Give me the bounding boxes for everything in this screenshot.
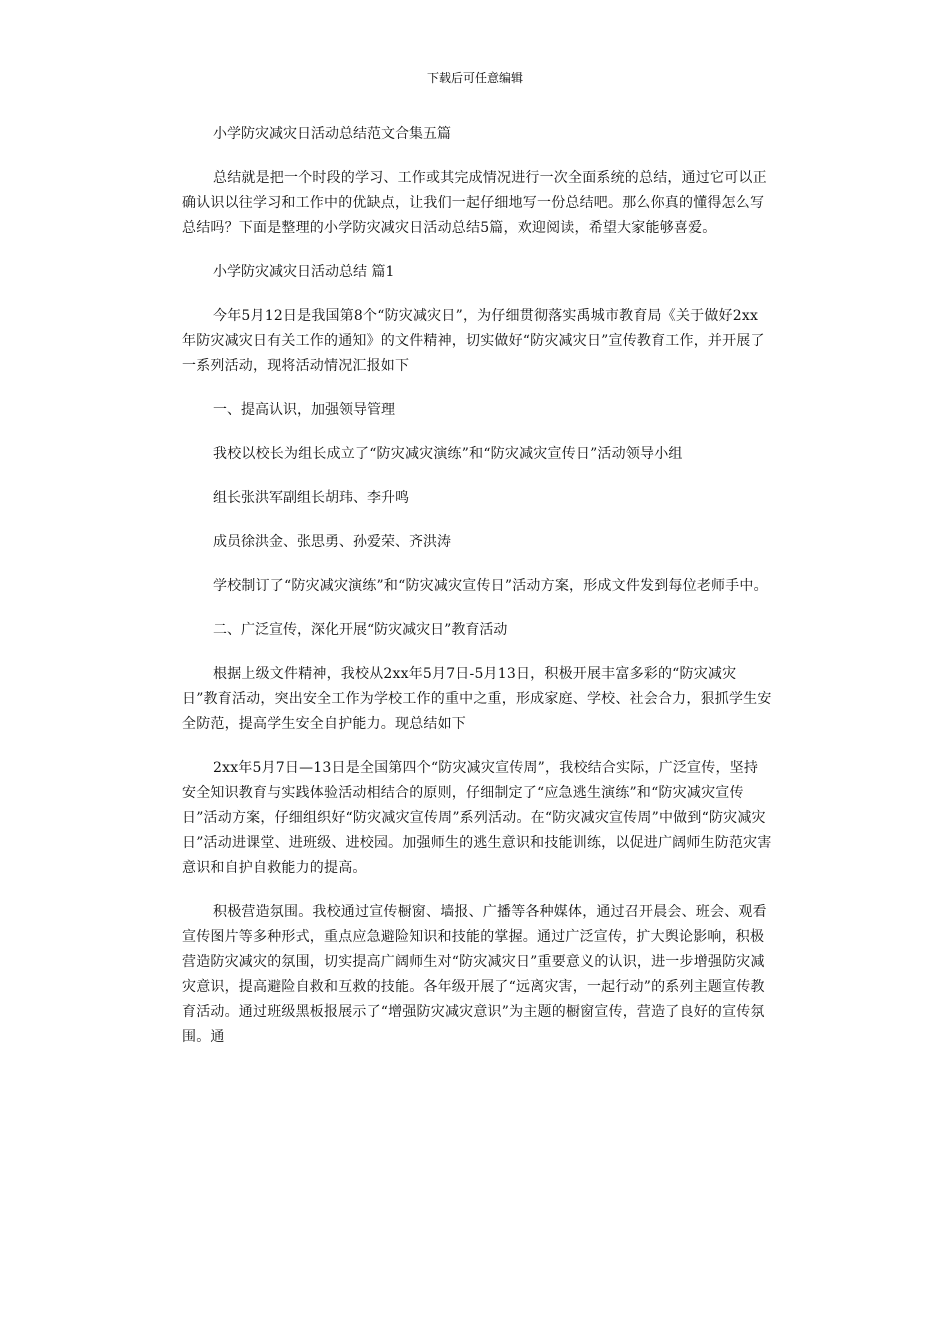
document-title: 小学防灾减灾日活动总结范文合集五篇 [213,126,451,142]
paragraph-3: 组长张洪军副组长胡玮、李升鸣 [213,490,409,506]
paragraph-7: 2xx年5月7日—13日是全国第四个“防灾减灾宣传周”，我校结合实际，广泛宣传，坚持安全知识教育与实践体验活动相结合的原则，仔细制定了“应急逃生演练”和“防灾减灾宣传日”活动方案，仔细组织好“防灾减灾宣传周”系列活动。在“防灾减灾宣传周”中做到“防灾减灾日”活动进课堂、进班级、进校园。加强师生的逃生意识和技能训练，以促进广阔师生防范灾害意识和自护自救能力的提高。 [182,760,772,876]
document-body [182,122,772,1069]
page-header: 下载后可任意编辑 [426,71,523,85]
heading-2: 二、广泛宣传，深化开展“防灾减灾日”教育活动 [213,622,508,638]
section-title: 小学防灾减灾日活动总结 篇1 [213,264,395,280]
paragraph-1: 今年5月12日是我国第8个“防灾减灾日”，为仔细贯彻落实禹城市教育局《关于做好2xx年防灾减灾日有关工作的通知》的文件精神，切实做好“防灾减灾日”宣传教育工作，并开展了一系列活动，现将活动情况汇报如下 [182,308,765,374]
paragraph-2: 我校以校长为组长成立了“防灾减灾演练”和“防灾减灾宣传日”活动领导小组 [213,446,683,462]
heading-1: 一、提高认识，加强领导管理 [213,402,395,418]
paragraph-5: 学校制订了“防灾减灾演练”和“防灾减灾宣传日”活动方案，形成文件发到每位老师手中。 [213,578,768,594]
paragraph-4: 成员徐洪金、张思勇、孙爱荣、齐洪涛 [213,534,451,550]
paragraph-6: 根据上级文件精神，我校从2xx年5月7日-5月13日，积极开展丰富多彩的“防灾减灾日”教育活动，突出安全工作为学校工作的重中之重，形成家庭、学校、社会合力，狠抓学生安全防范，提高学生安全自护能力。现总结如下 [182,666,772,732]
paragraph-8: 积极营造氛围。我校通过宣传橱窗、墙报、广播等各种媒体，通过召开晨会、班会、观看宣传图片等多种形式，重点应急避险知识和技能的掌握。通过广泛宣传，扩大舆论影响，积极营造防灾减灾的氛围，切实提高广阔师生对“防灾减灾日”重要意义的认识，进一步增强防灾减灾意识，提高避险自救和互救的技能。各年级开展了“远离灾害，一起行动”的系列主题宣传教育活动。通过班级黑板报展示了“增强防灾减灾意识”为主题的橱窗宣传，营造了良好的宣传氛围。通 [182,904,767,1045]
intro-paragraph: 总结就是把一个时段的学习、工作或其完成情况进行一次全面系统的总结，通过它可以正确认识以往学习和工作中的优缺点，让我们一起仔细地写一份总结吧。那么你真的懂得怎么写总结吗？下面是整理的小学防灾减灾日活动总结5篇，欢迎阅读，希望大家能够喜爱。 [182,170,767,236]
